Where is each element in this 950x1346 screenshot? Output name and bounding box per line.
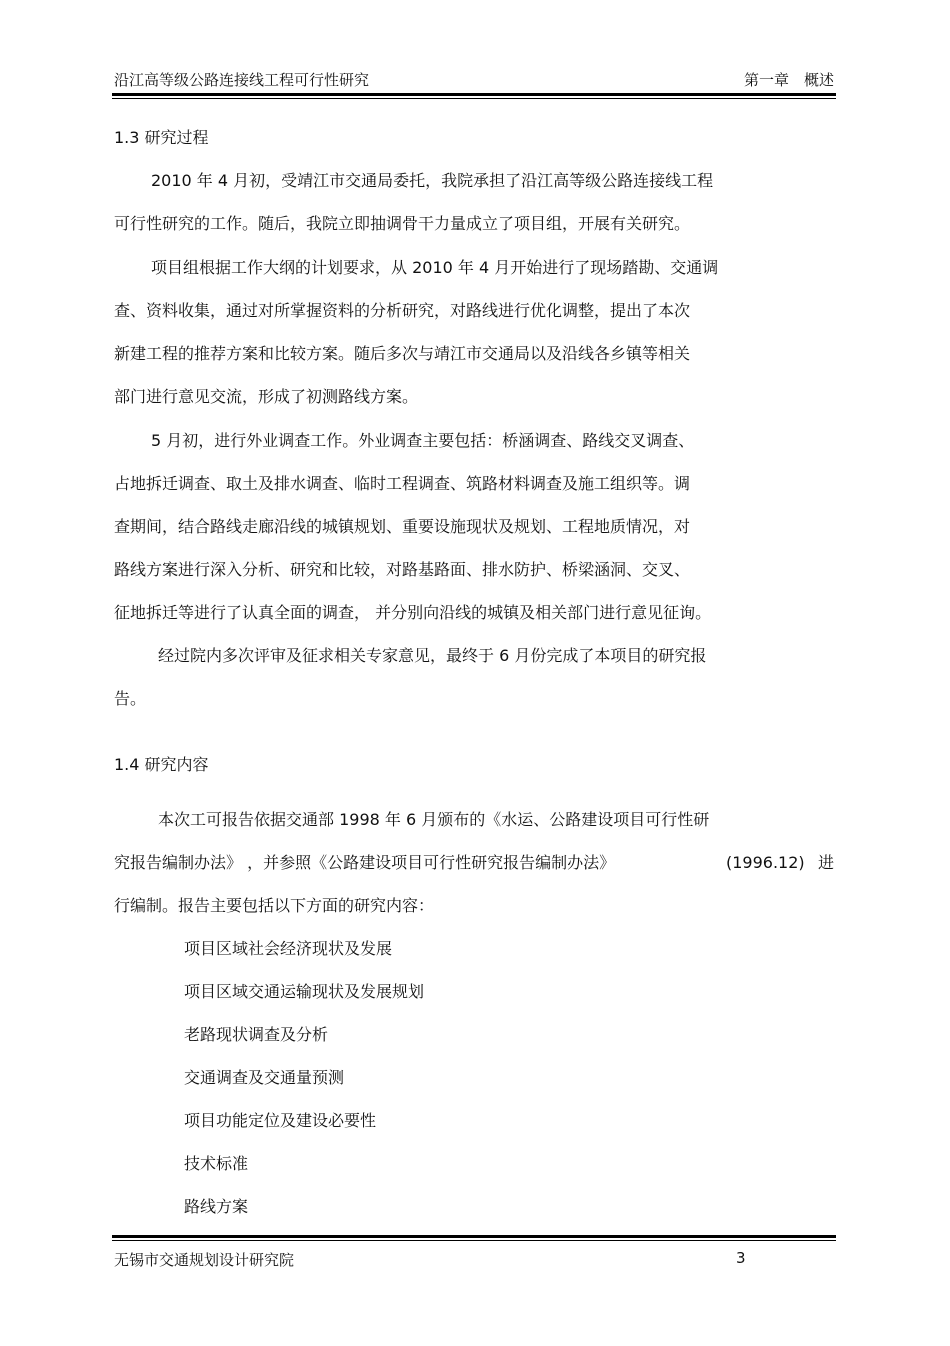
paragraph-line: 占地拆迁调查、取土及排水调查、临时工程调查、筑路材料调查及施工组织等。调	[114, 474, 691, 493]
paragraph-line: 可行性研究的工作。随后，我院立即抽调骨干力量成立了项目组，开展有关研究。	[114, 214, 691, 233]
paragraph-line: 行编制。报告主要包括以下方面的研究内容：	[114, 896, 435, 915]
paragraph-line: 经过院内多次评审及征求相关专家意见，最终于 6 月份完成了本项目的研究报	[158, 646, 707, 665]
list-item: 项目区域社会经济现状及发展	[184, 939, 393, 958]
paragraph-line: 查期间，结合路线走廊沿线的城镇规划、重要设施现状及规划、工程地质情况，对	[114, 517, 691, 536]
paragraph-line: 究报告编制办法》 ，并参照《公路建设项目可行性研究报告编制办法》	[114, 853, 616, 872]
paragraph-fragment: 进	[818, 853, 835, 872]
paragraph-line: 5 月初，进行外业调查工作。外业调查主要包括：桥涵调查、路线交叉调查、	[151, 431, 695, 450]
list-item: 老路现状调查及分析	[184, 1025, 329, 1044]
paragraph-fragment: (1996.12)	[726, 853, 805, 872]
list-item: 路线方案	[184, 1197, 249, 1216]
list-item: 技术标准	[184, 1154, 249, 1173]
section-heading-1-4: 1.4 研究内容	[114, 755, 209, 774]
paragraph-line: 征地拆迁等进行了认真全面的调查， 并分别向沿线的城镇及相关部门进行意见征询。	[114, 603, 712, 622]
list-item: 项目功能定位及建设必要性	[184, 1111, 377, 1130]
header-rule-thick	[112, 93, 836, 96]
footer-rule-thin	[112, 1240, 836, 1241]
list-item: 项目区域交通运输现状及发展规划	[184, 982, 425, 1001]
paragraph-line: 告。	[114, 689, 147, 708]
paragraph-line: 本次工可报告依据交通部 1998 年 6 月颁布的《水运、公路建设项目可行性研	[158, 810, 710, 829]
paragraph-line: 新建工程的推荐方案和比较方案。随后多次与靖江市交通局以及沿线各乡镇等相关	[114, 344, 691, 363]
header-rule-thin	[112, 98, 836, 99]
paragraph-line: 查、资料收集，通过对所掌握资料的分析研究，对路线进行优化调整，提出了本次	[114, 301, 691, 320]
footer-rule-thick	[112, 1235, 836, 1238]
page-number: 3	[736, 1249, 746, 1267]
section-heading-1-3: 1.3 研究过程	[114, 128, 209, 147]
header-title: 沿江高等级公路连接线工程可行性研究	[114, 71, 370, 89]
paragraph-line: 部门进行意见交流，形成了初测路线方案。	[114, 387, 419, 406]
paragraph-line: 项目组根据工作大纲的计划要求，从 2010 年 4 月开始进行了现场踏勘、交通调	[151, 258, 719, 277]
list-item: 交通调查及交通量预测	[184, 1068, 345, 1087]
header-chapter: 第一章 概述	[743, 71, 834, 89]
footer-institute: 无锡市交通规划设计研究院	[114, 1251, 295, 1269]
paragraph-line: 路线方案进行深入分析、研究和比较，对路基路面、排水防护、桥梁涵洞、交叉、	[114, 560, 691, 579]
paragraph-line: 2010 年 4 月初，受靖江市交通局委托，我院承担了沿江高等级公路连接线工程	[151, 171, 714, 190]
